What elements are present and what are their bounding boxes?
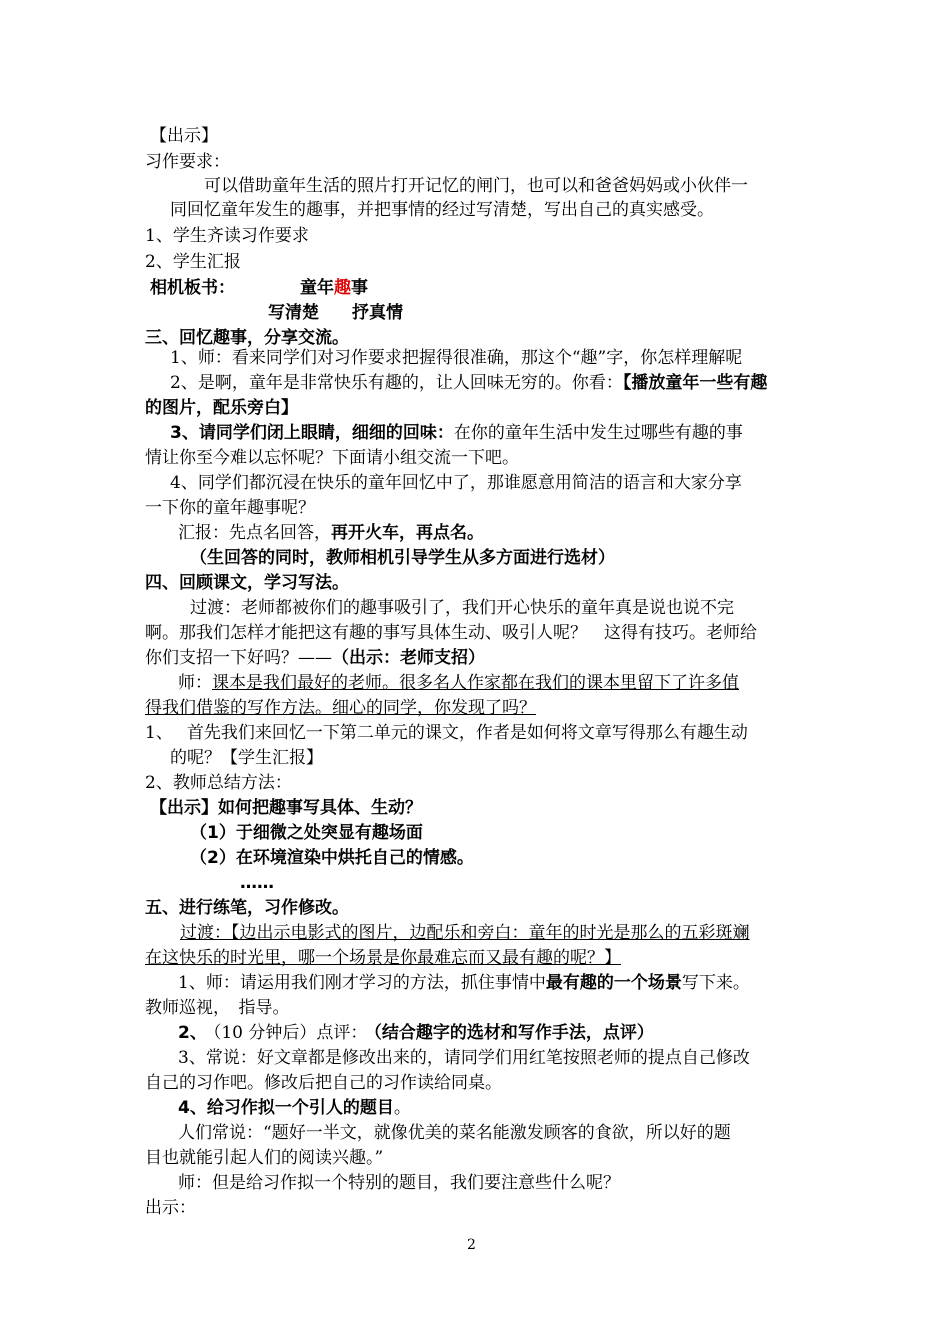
s5-para-3-cont: 自己的习作吧。修改后把自己的习作读给同桌。 — [145, 1073, 502, 1093]
section-3-heading: 三、回忆趣事，分享交流。 — [145, 328, 349, 348]
s3-para-2-cont: 的图片，配乐旁白】 — [145, 398, 298, 418]
s4-transition-1: 过渡：老师都被你们的趣事吸引了，我们开心快乐的童年真是说也说不完 — [190, 598, 734, 618]
step-1: 1、学生齐读习作要求 — [145, 226, 309, 246]
s3-para-1: 1、师：看来同学们对习作要求把握得很准确，那这个“趣”字，你怎样理解呢 — [170, 348, 743, 368]
show-label: 【出示】 — [150, 126, 218, 146]
s5-para-5: 人们常说：“题好一半文，就像优美的菜名能激发顾客的食欲，所以好的题 — [178, 1123, 731, 1143]
s4-show: 【出示】如何把趣事写具体、生动？ — [150, 798, 422, 818]
requirement-text-1: 可以借助童年生活的照片打开记忆的闸门，也可以和爸爸妈妈或小伙伴一 — [204, 176, 748, 196]
s4-ellipsis: …… — [240, 873, 274, 893]
s5-para-2: 2、 （10 分钟后）点评： （结合趣字的选材和写作手法，点评） — [178, 1023, 654, 1043]
board-label: 相机板书： — [150, 278, 235, 298]
board-point-2: 抒真情 — [352, 303, 403, 323]
s4-item-1-cont: 的呢？【学生汇报】 — [170, 748, 323, 768]
s5-para-1-cont: 教师巡视， 指导。 — [145, 998, 290, 1018]
s5-transition-2: 在这快乐的时光里，哪一个场景是你最难忘而又最有趣的呢？】 — [145, 948, 621, 968]
s4-teacher-2: 得我们借鉴的写作方法。细心的同学，你发现了吗？ — [145, 698, 536, 718]
board-title: 童年趣事 — [300, 278, 368, 298]
s3-para-3: 3、请同学们闭上眼睛，细细的回味：在你的童年生活中发生过哪些有趣的事 — [170, 423, 743, 443]
s3-para-4-cont: 一下你的童年趣事呢？ — [145, 498, 315, 518]
s3-para-2: 2、是啊，童年是非常快乐有趣的，让人回味无穷的。你看：【播放童年一些有趣 — [170, 373, 768, 393]
s5-show: 出示： — [145, 1198, 196, 1218]
s5-para-4: 4、给习作拟一个引人的题目。 — [178, 1098, 411, 1118]
s4-item-2: 2、教师总结方法： — [145, 773, 292, 793]
s5-para-5-cont: 目也就能引起人们的阅读兴趣。” — [145, 1148, 384, 1168]
section-5-heading: 五、进行练笔，习作修改。 — [145, 898, 349, 918]
step-2: 2、学生汇报 — [145, 252, 241, 272]
s3-para-3-cont: 情让你至今难以忘怀呢？下面请小组交流一下吧。 — [145, 448, 519, 468]
s5-para-3: 3、常说：好文章都是修改出来的，请同学们用红笔按照老师的提点自己修改 — [178, 1048, 750, 1068]
page-number: 2 — [467, 1237, 476, 1253]
board-point-1: 写清楚 — [268, 303, 319, 323]
board-title-highlight: 趣 — [334, 278, 351, 298]
s4-teacher-1: 师：课本是我们最好的老师。很多名人作家都在我们的课本里留下了许多值 — [178, 673, 739, 693]
s3-report: 汇报：先点名回答，再开火车，再点名。 — [178, 523, 484, 543]
s4-method-1: （1）于细微之处突显有趣场面 — [190, 823, 423, 843]
requirement-heading: 习作要求： — [145, 152, 230, 172]
s5-transition-1: 过渡：【边出示电影式的图片，边配乐和旁白：童年的时光是那么的五彩斑斓 — [180, 923, 750, 943]
s4-transition-3: 你们支招一下好吗？——（出示：老师支招） — [145, 648, 485, 668]
s4-method-2: （2）在环境渲染中烘托自己的情感。 — [190, 848, 474, 868]
requirement-text-2: 同回忆童年发生的趣事，并把事情的经过写清楚，写出自己的真实感受。 — [170, 200, 714, 220]
s4-transition-2: 啊。那我们怎样才能把这有趣的事写具体生动、吸引人呢？ 这得有技巧。老师给 — [145, 623, 757, 643]
s3-note: （生回答的同时，教师相机引导学生从多方面进行选材） — [190, 548, 615, 568]
s3-para-4: 4、同学们都沉浸在快乐的童年回忆中了，那谁愿意用简洁的语言和大家分享 — [170, 473, 742, 493]
s5-para-1: 1、师：请运用我们刚才学习的方法，抓住事情中最有趣的一个场景写下来。 — [178, 973, 750, 993]
section-4-heading: 四、回顾课文，学习写法。 — [145, 573, 349, 593]
s4-item-1: 1、 首先我们来回忆一下第二单元的课文，作者是如何将文章写得那么有趣生动 — [145, 723, 748, 743]
s5-para-6: 师：但是给习作拟一个特别的题目，我们要注意些什么呢？ — [178, 1173, 620, 1193]
